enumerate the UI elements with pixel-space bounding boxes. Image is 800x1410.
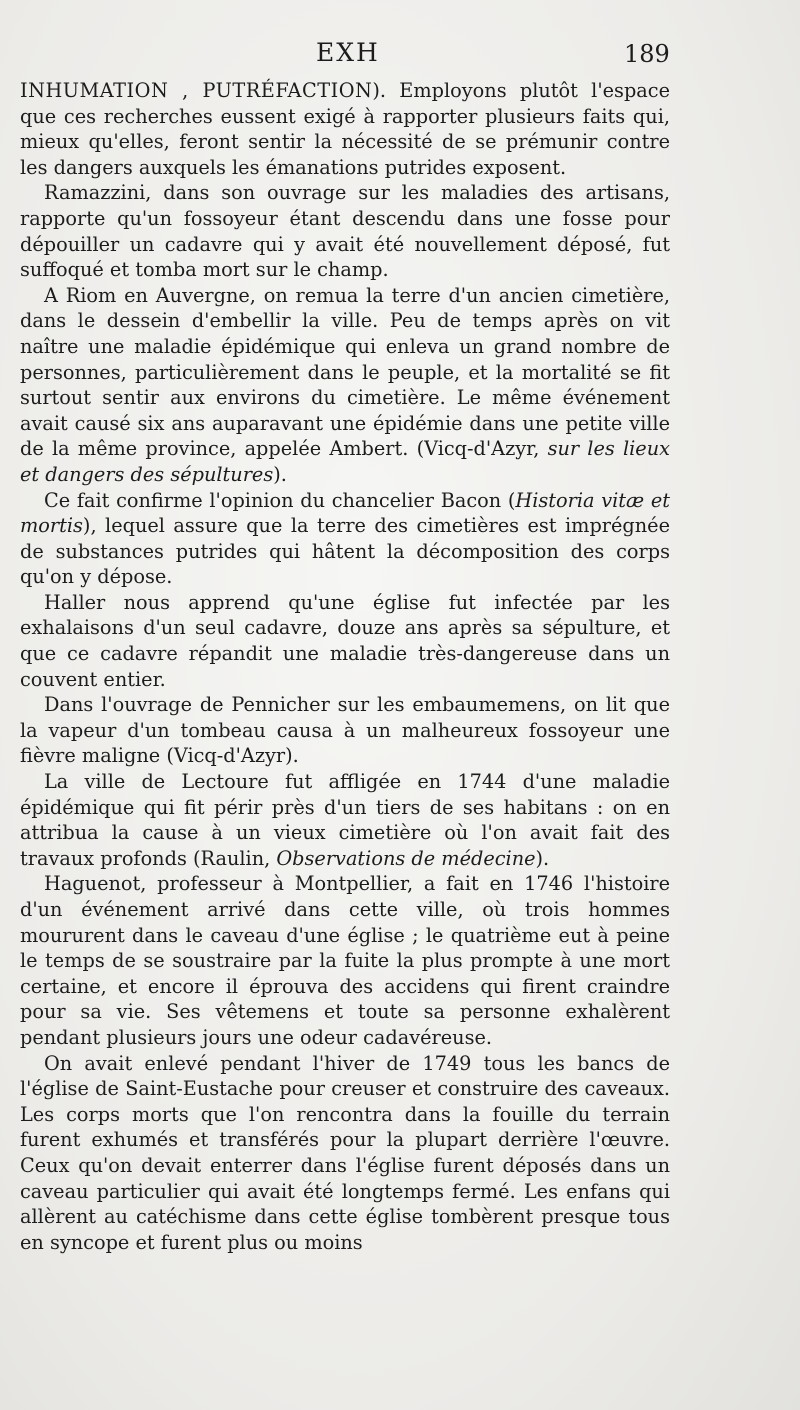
body-text [20,78,670,1255]
italic-text: Observations de médecine [276,846,536,870]
text-run: ), lequel assure que la terre des cimetières est imprégnée de substances putrides qui hâtent la décomposition des corps qu'on y dépose. [20,514,670,589]
text-run: La ville de Lectoure fut affligée en 1744 d'une maladie épidémique qui fit périr près d'un tiers de ses habitans : on en attribua la cause à un vieux cimetière où l'on avait fait des travaux profonds (Raulin, [20,770,670,870]
paragraph [20,180,670,282]
text-run: ). [535,846,550,870]
text-run: A Riom en Auvergne, on remua la terre d'un ancien cimetière, dans le dessein d'embellir la ville. Peu de temps après on vit naître une maladie épidémique qui enleva un grand nombre de personnes, particulièrement dans le peuple, et la mortalité se fit surtout sentir aux environs du cimetière. Le même événement avait causé six ans auparavant une épidémie dans une petite ville de la même province, appelée Ambert. (Vicq-d'Azyr, [20,283,670,461]
text-run: Ce fait confirme l'opinion du chancelier Bacon ( [44,488,516,512]
small-caps-text: INHUMATION , PUTRÉFACTION [20,79,373,102]
page-number: 189 [624,40,670,68]
paragraph [20,769,670,871]
paragraph [20,1051,670,1256]
paragraph [20,283,670,488]
italic-text: sur les lieux et dangers des sépultures [20,437,670,486]
paragraph [20,488,670,590]
text-run: Ramazzini, dans son ouvrage sur les maladies des artisans, rapporte qu'un fossoyeur étant descendu dans une fosse pour dépouiller un cadavre qui y avait été nouvellement déposé, fut suffoqué et tomba mort sur le champ. [20,181,670,282]
text-run: Haller nous apprend qu'une église fut infectée par les exhalaisons d'un seul cadavre, douze ans après sa sépulture, et que ce cadavre répandit une maladie très-dangereuse dans un couvent entier. [20,590,670,691]
paragraph [20,871,670,1050]
running-head: EXH [316,38,380,67]
paragraph [20,692,670,769]
paragraph [20,78,670,180]
text-run: On avait enlevé pendant l'hiver de 1749 tous les bancs de l'église de Saint-Eustache pour creuser et construire des caveaux. Les corps morts que l'on rencontra dans la fouille du terrain furent exhumés et transférés pour la plupart derrière l'œuvre. Ceux qu'on devait enterrer dans l'église furent déposés dans un caveau particulier qui avait été longtemps fermé. Les enfans qui allèrent au catéchisme dans cette église tombèrent presque tous en syncope et furent plus ou moins [20,1051,670,1254]
page-header [20,38,670,72]
italic-text: Historia vitæ et mortis [20,488,670,538]
paragraph [20,590,670,692]
text-run: Dans l'ouvrage de Pennicher sur les embaumemens, on lit que la vapeur d'un tombeau causa à un malheureux fossoyeur une fièvre maligne (Vicq-d'Azyr). [20,693,670,768]
text-run: ). Employons plutôt l'espace que ces recherches eussent exigé à rapporter plusieurs faits qui, mieux qu'elles, feront sentir la nécessité de se prémunir contre les dangers auxquels les émanations putrides exposent. [20,79,670,179]
text-run: ). [273,462,287,486]
text-run: Haguenot, professeur à Montpellier, a fait en 1746 l'histoire d'un événement arrivé dans cette ville, où trois hommes moururent dans le caveau d'une église ; le quatrième eut à peine le temps de se soustraire par la fuite la plus prompte à une mort certaine, et encore il éprouva des accidens qui firent craindre pour sa vie. Ses vêtemens et toute sa personne exhalèrent pendant plusieurs jours une odeur cadavéreuse. [20,872,670,1049]
